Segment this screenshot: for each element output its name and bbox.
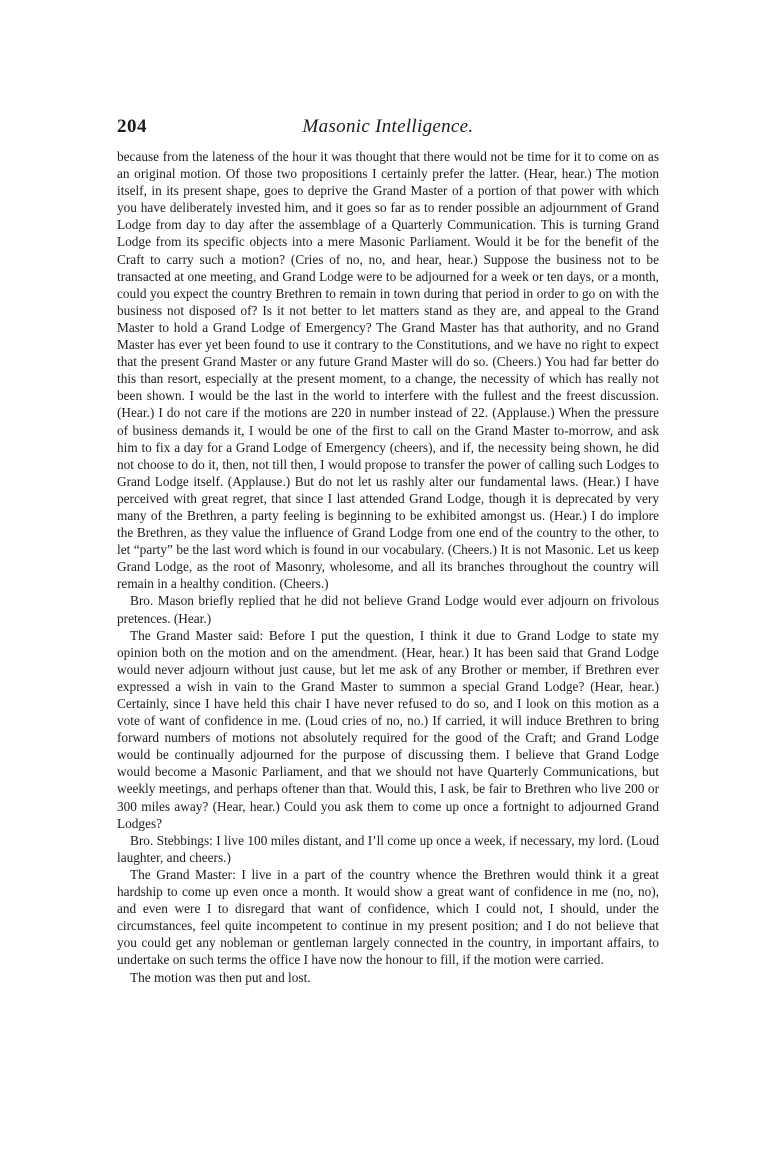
paragraph-bro-stebbings: Bro. Stebbings: I live 100 miles distant, and I’ll come up once a week, if necessary, my lord. (Loud laughter, and cheers.): [117, 832, 659, 865]
page-header: [117, 112, 659, 148]
running-title: Masonic Intelligence.: [302, 116, 474, 137]
paragraph-bro-mason-reply: Bro. Mason briefly replied that he did not believe Grand Lodge would ever adjourn on frivolous pretences. (Hear.): [117, 593, 659, 626]
page-number: 204: [117, 116, 147, 137]
paragraph-grand-master-reply: The Grand Master: I live in a part of the country whence the Brethren would think it a great hardship to come up even once a month. It would show a great want of confidence in me (no, no), and even were I to disregard that want of confidence, which I could not, I should, under the circumstances, feel quite incompetent to continue in my present position; and I do not believe that you could get any nobleman or gentleman largely connected in the country, in important affairs, to undertake on such terms the office I have now the honour to fill, if the motion were carried.: [117, 866, 659, 968]
article-body: [117, 148, 659, 986]
paragraph-grand-master-said: The Grand Master said: Before I put the question, I think it due to Grand Lodge to state my opinion both on the motion and on the amendment. (Hear, hear.) It has been said that Grand Lodge would never adjourn without just cause, but let me ask of any Brother or member, if Brethren ever expressed a wish in vain to the Grand Master to summon a special Grand Lodge? (Hear, hear.) Certainly, since I have held this chair I have never refused to do so, and I look on this motion as a vote of want of confidence in me. (Loud cries of no, no.) If carried, it will induce Brethren to bring forward numbers of motions not absolutely required for the good of the Craft; and Grand Lodge would be continually adjourned for the purpose of discussing them. I believe that Grand Lodge would become a Masonic Parliament, and that we should not have Quarterly Communications, but weekly meetings, and perhaps oftener than that. Would this, I ask, be fair to Brethren who live 200 or 300 miles away? (Hear, hear.) Could you ask them to come up once a fortnight to adjourned Grand Lodges?: [117, 627, 659, 831]
page: [117, 112, 659, 986]
paragraph-motion-lost: The motion was then put and lost.: [130, 969, 311, 985]
paragraph-speech-continued: because from the lateness of the hour it was thought that there would not be time for it to come on as an original motion. Of those two propositions I certainly prefer the latter. (Hear, hear.) The motion itself, in its present shape, goes to deprive the Grand Master of a portion of that power with which you have deliberately invested him, and it goes so far as to render possible an adjournment of Grand Lodge from day to day after the assemblage of a Quarterly Communication. This is turning Grand Lodge from its specific objects into a mere Masonic Parliament. Would it be for the benefit of the Craft to carry such a motion? (Cries of no, no, and hear, hear.) Suppose the business not to be transacted at one meeting, and Grand Lodge were to be adjourned for a week or ten days, or a month, could you expect the country Brethren to remain in town during that period in order to go on with the business not disposed of? Is it not better to let matters stand as they are, and appeal to the Grand Master to hold a Grand Lodge of Emergency? The Grand Master has that authority, and no Grand Master has ever yet been found to use it contrary to the Constitutions, and we have no right to expect that the present Grand Master or any future Grand Master will do so. (Cheers.) You had far better do this than resort, especially at the present moment, to a change, the necessity of which has really not been shown. I would be the last in the world to interfere with the fullest and the freest discussion. (Hear.) I do not care if the motions are 220 in number instead of 22. (Applause.) When the pressure of business demands it, I would be one of the first to call on the Grand Master to-morrow, and ask him to fix a day for a Grand Lodge of Emergency (cheers), and if, the necessity being shown, he did not choose to do it, then, not till then, I would propose to transfer the power of calling such Lodges to Grand Lodge itself. (Applause.) But do not let us rashly alter our fundamental laws. (Hear.) I have perceived with great regret, that since I last attended Grand Lodge, though it is deprecated by very many of the Brethren, a party feeling is beginning to be exhibited amongst us. (Hear.) I do implore the Brethren, as they value the influence of Grand Lodge from one end of the country to the other, to let “party” be the last word which is found in our vocabulary. (Cheers.) It is not Masonic. Let us keep Grand Lodge, as the root of Masonry, wholesome, and all its branches throughout the country will remain in a healthy condition. (Cheers.): [117, 149, 659, 592]
